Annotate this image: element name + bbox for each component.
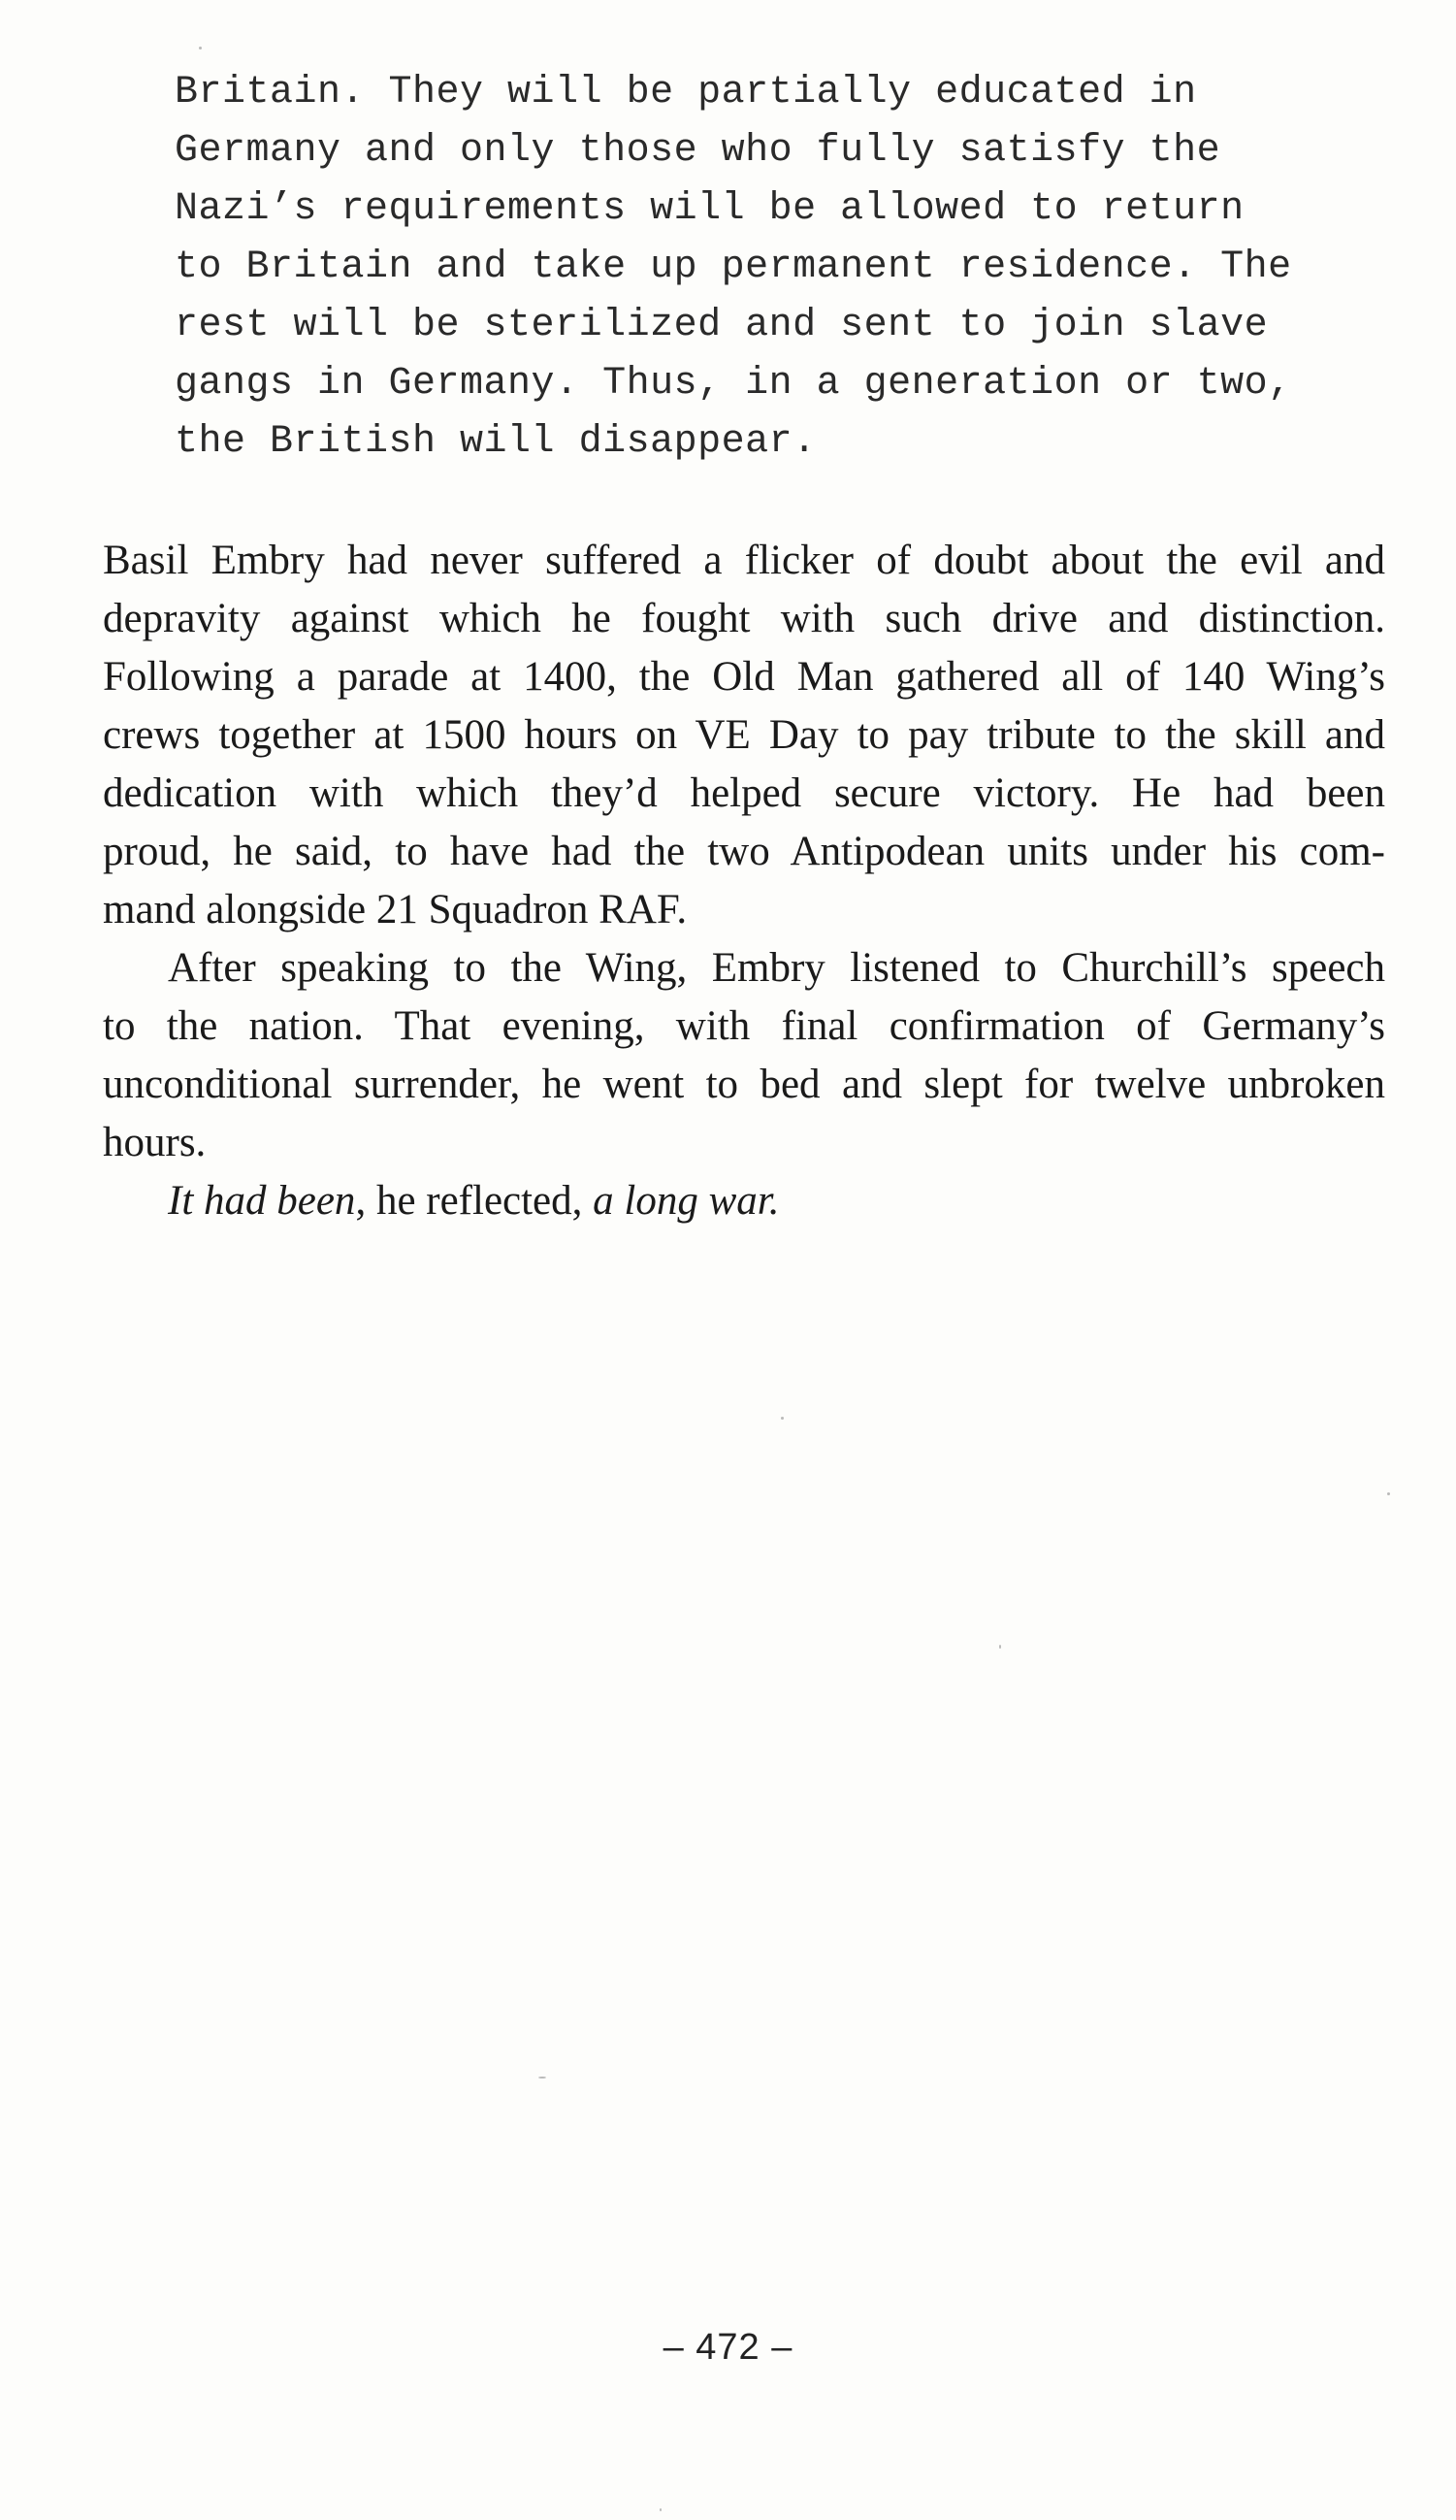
closing-middle: , he reflected, (355, 1178, 594, 1224)
page-number: – 472 – (663, 2327, 793, 2368)
paper-speck (999, 1645, 1001, 1649)
body-text (103, 532, 1385, 1230)
paper-speck (1387, 1492, 1390, 1495)
text-line: proud, he said, to have had the two Antipodean units under his com- (103, 829, 1385, 874)
quote-line: to Britain and take up permanent residence. The (175, 245, 1292, 289)
text-line: hours. (103, 1120, 207, 1165)
closing-line (103, 1172, 1385, 1230)
text-line: dedication with which they’d helped secure victory. He had been (103, 770, 1385, 816)
paragraph-churchill-speech (103, 939, 1385, 1172)
quote-line: Nazi’s requirements will be allowed to return (175, 187, 1245, 231)
text-line: Following a parade at 1400, the Old Man gathered all of 140 Wing’s (103, 654, 1385, 700)
closing-italic-start: It had been (168, 1178, 356, 1224)
quote-line: Britain. They will be partially educated in (175, 71, 1197, 115)
paper-speck (660, 2508, 662, 2511)
text-line: to the nation. That evening, with final confirmation of Germany’s (103, 1003, 1385, 1049)
quote-line: rest will be sterilized and sent to join slave (175, 304, 1269, 347)
text-line: unconditional surrender, he went to bed and slept for twelve unbroken (103, 1062, 1385, 1107)
paper-speck (538, 2077, 546, 2078)
text-line: After speaking to the Wing, Embry listened to Churchill’s speech (168, 945, 1385, 991)
closing-italic-end: a long war. (593, 1178, 780, 1224)
quote-line: gangs in Germany. Thus, in a generation or two, (175, 362, 1292, 406)
text-line: Basil Embry had never suffered a flicker of doubt about the evil and (103, 538, 1385, 583)
text-line: depravity against which he fought with such drive and distinction. (103, 596, 1385, 641)
quoted-excerpt (175, 64, 1319, 472)
quote-line: the British will disappear. (175, 420, 817, 464)
text-line: crews together at 1500 hours on VE Day to pay tribute to the skill and (103, 712, 1385, 758)
paper-speck (781, 1417, 784, 1420)
quote-line: Germany and only those who fully satisfy the (175, 129, 1221, 173)
paper-speck (199, 47, 202, 49)
paragraph-embry-tribute (103, 532, 1385, 939)
text-line: mand alongside 21 Squadron RAF. (103, 887, 688, 933)
